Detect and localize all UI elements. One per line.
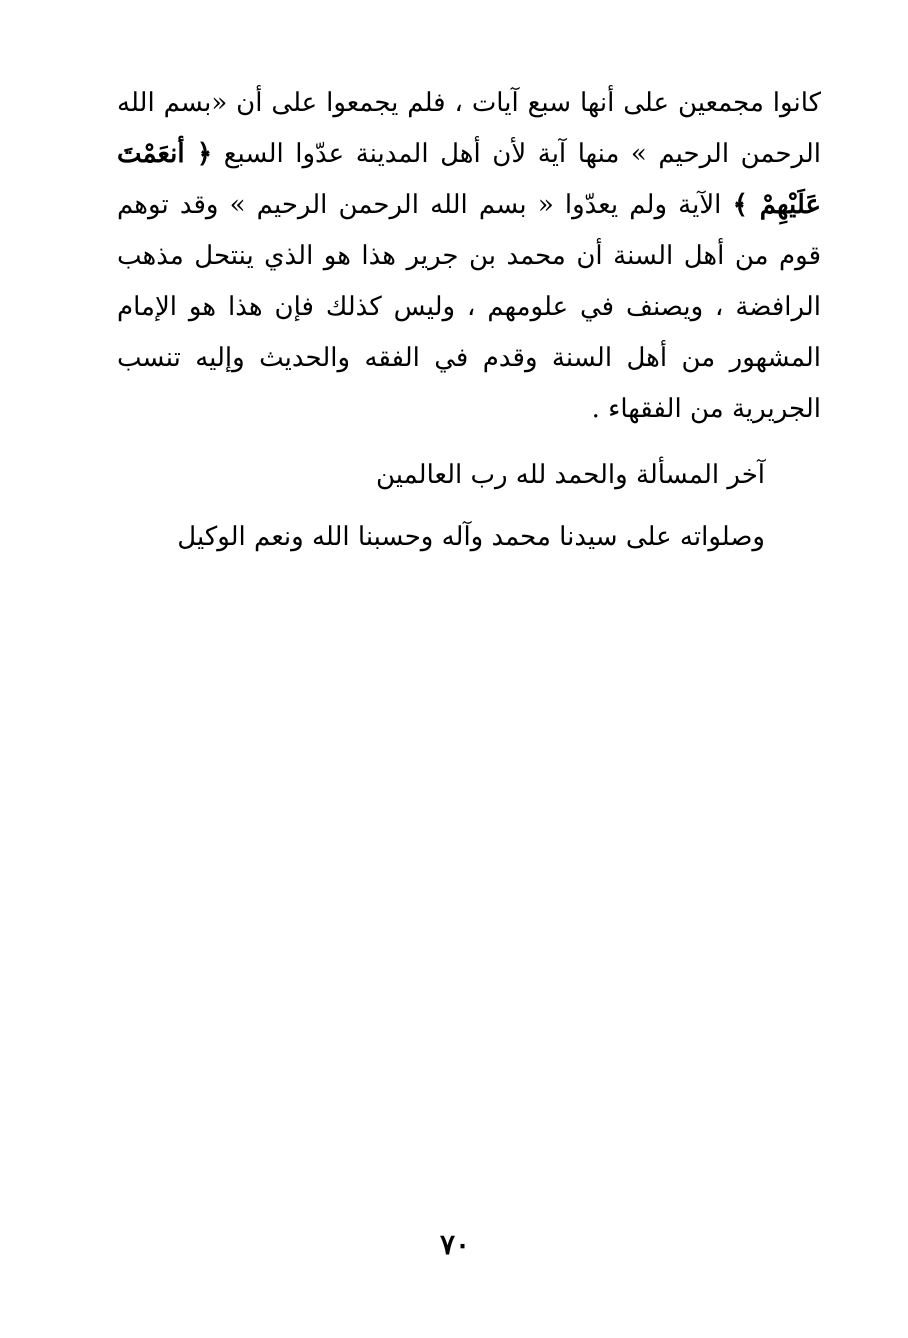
closing-line-1: آخر المسألة والحمد لله رب العالمين	[376, 460, 765, 490]
page-number: ٧٠	[439, 1228, 471, 1261]
text-body	[117, 78, 821, 557]
closing-line-2: وصلواته على سيدنا محمد وآله وحسبنا الله ونعم الوكيل	[177, 522, 765, 552]
quran-citation: ﴿ أنعَمْتَ عَلَيْهِمْ ﴾	[117, 139, 821, 220]
paragraph-text-part-2: الآية ولم يعدّوا « بسم الله الرحمن الرحيم » وقد توهم قوم من أهل السنة أن محمد بن جرير هذا هو الذي ينتحل مذهب الرافضة ، ويصنف في علومهم ، وليس كذلك فإن هذا هو الإمام المشهور من أهل السنة وقدم في الفقه والحديث وإليه تنسب الجريرية من الفقهاء .	[117, 190, 821, 424]
paragraph-text-part-1: كانوا مجمعين على أنها سبع آيات ، فلم يجمعوا على أن «بسم الله الرحمن الرحيم » منها آية لأن أهل المدينة عدّوا السبع	[117, 88, 822, 169]
main-paragraph	[117, 78, 821, 435]
